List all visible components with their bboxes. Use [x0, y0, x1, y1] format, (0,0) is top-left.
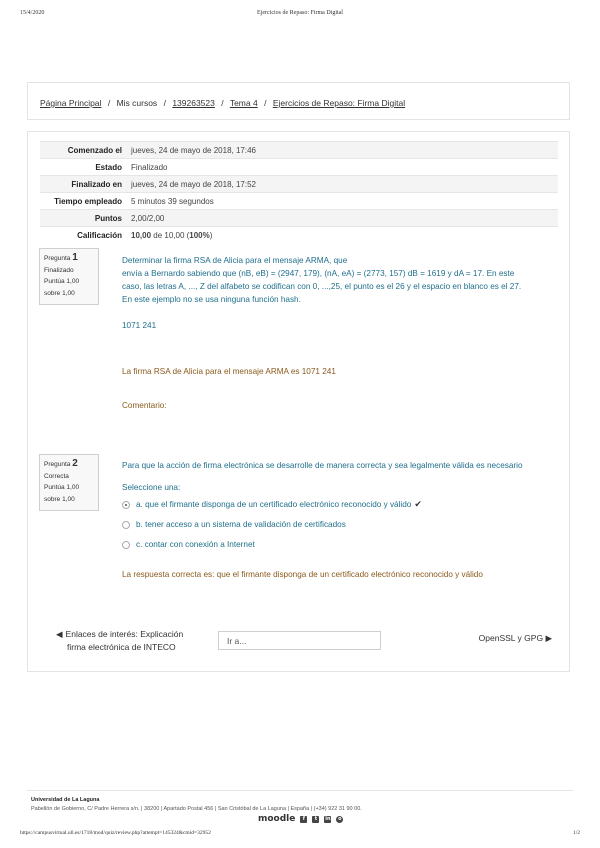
correct-check-icon: ✔: [414, 499, 422, 509]
radio-unselected[interactable]: [122, 521, 130, 529]
right-answer: La respuesta correcta es: que el firmante disponga de un certificado electrónico reconocido y válido: [122, 570, 483, 579]
summary-label: Finalizado en: [40, 176, 127, 193]
question-state: Finalizado: [44, 266, 74, 274]
print-page-number: 1/2: [572, 830, 580, 836]
student-answer: 1071 241: [122, 321, 157, 330]
question-state: Correcta: [44, 472, 69, 480]
next-activity-link[interactable]: [479, 633, 552, 644]
question-prefix: Pregunta: [44, 255, 71, 262]
summary-row-grade: [40, 227, 558, 244]
grade-percent: 100%: [189, 230, 210, 240]
right-answer: La firma RSA de Alicia para el mensaje ARMA es 1071 241: [122, 367, 336, 376]
question-1-content: [122, 254, 550, 412]
question-text-line: En este ejemplo no se usa ninguna función hash.: [122, 295, 301, 304]
print-footer: [20, 830, 580, 840]
question-number: [44, 458, 94, 471]
summary-value: jueves, 24 de mayo de 2018, 17:52: [127, 176, 558, 193]
next-arrow-icon: ▶: [545, 633, 552, 643]
breadcrumb-course-link[interactable]: 139263523: [172, 98, 215, 108]
radio-selected[interactable]: [122, 501, 130, 509]
summary-row-time: [40, 193, 558, 210]
institution-name: Universidad de La Laguna: [31, 797, 100, 803]
prev-activity-label: Enlaces de interés: Explicación: [65, 629, 184, 639]
question-text-line: Determinar la firma RSA de Alicia para el mensaje ARMA, que: [122, 256, 348, 265]
summary-row-state: [40, 159, 558, 176]
summary-label: Estado: [40, 159, 127, 176]
summary-value: 5 minutos 39 segundos: [127, 193, 558, 210]
next-activity-label: OpenSSL y GPG: [478, 633, 544, 643]
answer-option-c[interactable]: [122, 538, 550, 551]
breadcrumb-separator: /: [221, 98, 224, 108]
answer-option-b[interactable]: [122, 518, 550, 531]
attempt-summary-table: [40, 141, 558, 243]
print-date: 15/4/2020: [20, 10, 45, 16]
select-prompt: Seleccione una:: [122, 483, 181, 492]
question-text-line: envía a Bernardo sabiendo que (nB, eB) = (2947, 179), (nA, eA) = (2773, 157) dB = 1619 y dA = 17. En este: [122, 269, 515, 278]
breadcrumb-separator: /: [163, 98, 166, 108]
question-1-info: [39, 248, 99, 305]
question-text: [122, 254, 550, 306]
linkedin-icon[interactable]: in: [325, 815, 331, 822]
print-title: Ejercicios de Repaso: Firma Digital: [257, 10, 343, 16]
radio-unselected[interactable]: [122, 541, 130, 549]
breadcrumb-bar: [27, 82, 570, 120]
answer-option-a[interactable]: [122, 498, 550, 511]
question-grade-max: sobre 1,00: [44, 289, 75, 297]
breadcrumb-courses: Mis cursos: [116, 98, 158, 108]
option-label: c. contar con conexión a Internet: [136, 540, 255, 549]
breadcrumb-separator: /: [264, 98, 267, 108]
site-footer: [31, 796, 362, 814]
summary-value: jueves, 24 de mayo de 2018, 17:46: [127, 142, 558, 159]
question-number-value: 2: [72, 458, 78, 469]
grade-value: 10,00: [131, 230, 152, 240]
question-grade: Puntúa 1,00: [44, 278, 80, 285]
breadcrumb-topic-link[interactable]: Tema 4: [229, 98, 258, 108]
footer-divider: [27, 790, 573, 791]
quiz-review: [27, 131, 570, 672]
grade-close: ): [209, 230, 213, 240]
institution-address: Pabellón de Gobierno, C/ Padre Herrera s/n. | 38200 | Apartado Postal 456 | San Cristóbal de La Laguna | España | (+34) 922 31 90 00.: [31, 806, 362, 812]
summary-label: Comenzado el: [40, 142, 127, 159]
question-text-line: caso, las letras A, ..., Z del alfabeto se codifican con 0, ...,25, el punto es el 26 y el espacio en blanco es el 27.: [122, 282, 522, 291]
question-grade-max: sobre 1,00: [44, 495, 75, 503]
question-text: Para que la acción de firma electrónica se desarrolle de manera correcta y sea legalmente válida es necesario: [122, 461, 523, 470]
moodle-logo-text: moodle: [258, 814, 296, 824]
activity-navigation: [28, 628, 569, 658]
option-label: b. tener acceso a un sistema de validación de certificados: [136, 520, 346, 529]
summary-value: 2,00/2,00: [127, 210, 558, 227]
question-2-info: [39, 454, 99, 511]
breadcrumb: [40, 98, 405, 108]
moodle-logo[interactable]: [258, 814, 343, 824]
breadcrumb-separator: /: [107, 98, 111, 108]
summary-label: Puntos: [40, 210, 127, 227]
breadcrumb-page-link[interactable]: Ejercicios de Repaso: Firma Digital: [272, 98, 406, 108]
summary-row-started: [40, 142, 558, 159]
instagram-icon[interactable]: o: [338, 815, 342, 822]
summary-value: [127, 227, 558, 244]
summary-label: Calificación: [40, 227, 127, 244]
question-number: [44, 252, 94, 265]
twitter-icon[interactable]: t: [312, 816, 319, 823]
summary-label: Tiempo empleado: [40, 193, 127, 210]
question-prefix: Pregunta: [44, 461, 71, 468]
print-url: https://campusvirtual.ull.es/1718/mod/quiz/review.php?attempt=145324&cmid=32952: [20, 830, 211, 836]
prev-activity-link[interactable]: [56, 628, 183, 654]
question-number-value: 1: [72, 252, 78, 263]
grade-out-of: de 10,00 (: [151, 230, 190, 240]
summary-row-points: [40, 210, 558, 227]
print-header: [20, 10, 580, 20]
prev-arrow-icon: ◀: [56, 629, 63, 639]
question-2-content: [122, 459, 550, 581]
jump-to-select[interactable]: Ir a...: [218, 631, 381, 650]
facebook-icon[interactable]: f: [300, 816, 307, 823]
summary-row-finished: [40, 176, 558, 193]
summary-value: Finalizado: [127, 159, 558, 176]
question-grade: Puntúa 1,00: [44, 484, 80, 491]
comment-label: Comentario:: [122, 401, 167, 410]
prev-activity-label-2: firma electrónica de INTECO: [67, 642, 176, 652]
breadcrumb-home-link[interactable]: Página Principal: [40, 98, 102, 108]
option-label: a. que el firmante disponga de un certificado electrónico reconocido y válido: [136, 500, 412, 509]
